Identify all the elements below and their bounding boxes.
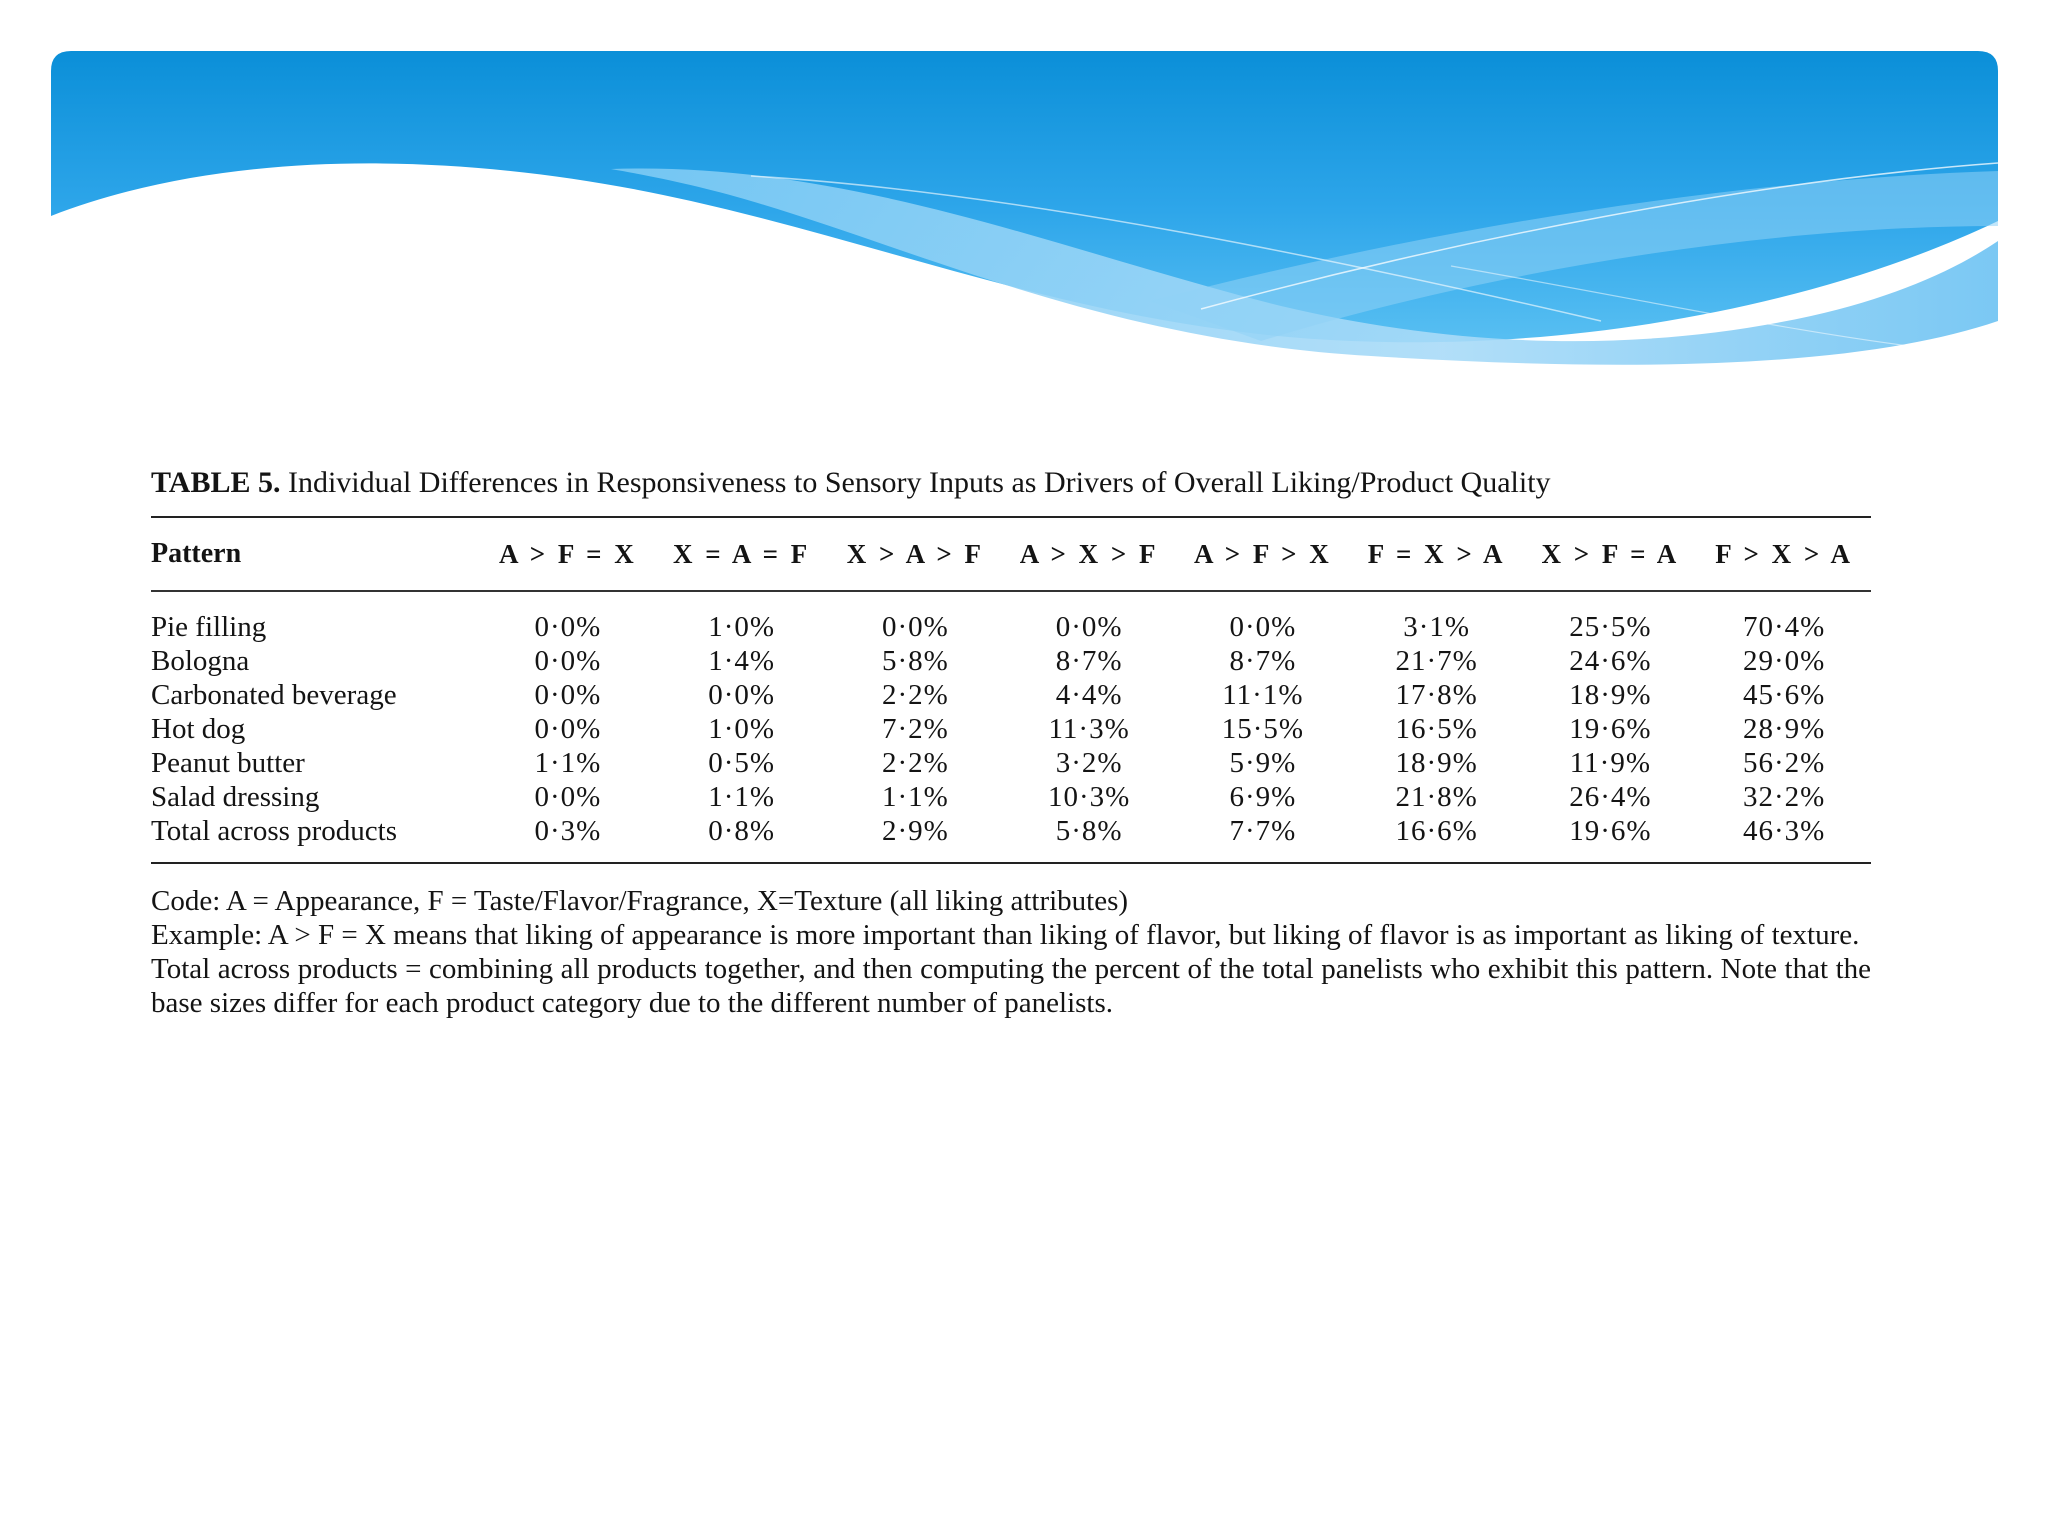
- row-label: Bologna: [151, 645, 250, 677]
- header-cell: F > X > A: [1715, 538, 1854, 569]
- table-cell: 0·0%: [1229, 611, 1297, 643]
- table-cell: 0·5%: [708, 747, 776, 779]
- row-label: Salad dressing: [151, 781, 320, 813]
- table-cell: 7·7%: [1229, 815, 1297, 847]
- table-cell: 4·4%: [1055, 679, 1123, 711]
- header-cell: X = A = F: [672, 538, 811, 569]
- table-caption: [151, 462, 1871, 504]
- header-cell: A > F > X: [1193, 538, 1332, 569]
- table-row: [151, 814, 1871, 862]
- row-label: Hot dog: [151, 713, 246, 745]
- table-cell: 16·5%: [1395, 713, 1478, 745]
- header-cell: A > F = X: [498, 538, 637, 569]
- table-cell: 6·9%: [1229, 781, 1297, 813]
- table-cell: 2·2%: [881, 679, 949, 711]
- table-cell: 1·0%: [708, 713, 776, 745]
- table-cell: 11·3%: [1048, 713, 1130, 745]
- header-cell: X > A > F: [846, 538, 985, 569]
- table-cell: 3·1%: [1403, 611, 1471, 643]
- table-cell: 56·2%: [1742, 747, 1826, 779]
- note-example: Example: A > F = X means that liking of appearance is more important than liking of flavor, but liking of flavor is as important as liking of texture.: [151, 919, 1860, 951]
- table-cell: 2·9%: [881, 815, 949, 847]
- table-cell: 0·0%: [534, 781, 602, 813]
- note-total: Total across products = combining all products together, and then computing the percent of the total panelists who exhibit this pattern. Note that the base sizes differ for each product category due to the different number of panelists.: [151, 953, 1871, 1019]
- table-cell: 32·2%: [1742, 781, 1826, 813]
- table-cell: 0·0%: [708, 679, 776, 711]
- table-cell: 5·9%: [1229, 747, 1297, 779]
- table-cell: 70·4%: [1742, 611, 1826, 643]
- table-cell: 19·6%: [1569, 713, 1652, 745]
- table-cell: 18·9%: [1395, 747, 1478, 779]
- table-cell: 5·8%: [1055, 815, 1123, 847]
- table-cell: 7·2%: [881, 713, 949, 745]
- table-cell: 46·3%: [1742, 815, 1826, 847]
- table-cell: 26·4%: [1569, 781, 1652, 813]
- table-cell: 0·0%: [534, 679, 602, 711]
- table-cell: 0·8%: [708, 815, 776, 847]
- table-cell: 1·1%: [534, 747, 602, 779]
- table-cell: 10·3%: [1047, 781, 1131, 813]
- table-row: [151, 644, 1871, 678]
- table-row: [151, 678, 1871, 712]
- table-cell: 19·6%: [1569, 815, 1652, 847]
- table-figure: [151, 462, 1871, 1020]
- table-row: [151, 746, 1871, 780]
- table-cell: 5·8%: [881, 645, 949, 677]
- table-cell: 0·0%: [534, 645, 602, 677]
- row-label: Peanut butter: [151, 747, 305, 779]
- table-cell: 1·1%: [708, 781, 776, 813]
- note-code: Code: A = Appearance, F = Taste/Flavor/Fragrance, X=Texture (all liking attributes): [151, 885, 1129, 917]
- table-cell: 1·4%: [708, 645, 776, 677]
- table-cell: 8·7%: [1229, 645, 1297, 677]
- table-cell: 17·8%: [1395, 679, 1478, 711]
- header-pattern: Pattern: [151, 538, 242, 569]
- table-row: [151, 712, 1871, 746]
- table-cell: 0·0%: [1055, 611, 1123, 643]
- caption-label: TABLE 5.: [151, 466, 281, 499]
- table-cell: 11·1%: [1222, 679, 1304, 711]
- table-cell: 28·9%: [1742, 713, 1826, 745]
- data-table: [151, 518, 1871, 862]
- header-row: [151, 518, 1871, 590]
- table-cell: 15·5%: [1221, 713, 1305, 745]
- table-cell: 8·7%: [1055, 645, 1123, 677]
- table-cell: 0·3%: [534, 815, 602, 847]
- table-bottom-rule: [151, 862, 1871, 864]
- table-cell: 2·2%: [881, 747, 949, 779]
- row-label: Carbonated beverage: [151, 679, 397, 711]
- header-cell: F = X > A: [1367, 538, 1506, 569]
- table-cell: 0·0%: [881, 611, 949, 643]
- table-cell: 11·9%: [1569, 747, 1651, 779]
- header-cell: X > F = A: [1541, 538, 1680, 569]
- table-cell: 0·0%: [534, 611, 602, 643]
- table-cell: 18·9%: [1569, 679, 1652, 711]
- table-cell: 29·0%: [1742, 645, 1826, 677]
- row-label: Total across products: [151, 815, 398, 847]
- table-cell: 21·7%: [1395, 645, 1478, 677]
- table-cell: 25·5%: [1569, 611, 1652, 643]
- table-cell: 24·6%: [1569, 645, 1652, 677]
- table-cell: 16·6%: [1395, 815, 1478, 847]
- table-cell: 0·0%: [534, 713, 602, 745]
- table-body: [151, 592, 1871, 862]
- caption-text: Individual Differences in Responsiveness to Sensory Inputs as Drivers of Overall Liking/Product Quality: [287, 466, 1551, 499]
- table-cell: 21·8%: [1395, 781, 1478, 813]
- header-cell: A > X > F: [1019, 538, 1159, 569]
- table-row: [151, 592, 1871, 644]
- table-row: [151, 780, 1871, 814]
- table-cell: 3·2%: [1055, 747, 1123, 779]
- table-notes: [151, 884, 1871, 1020]
- header-wave-banner: [51, 51, 1998, 371]
- table-cell: 1·1%: [881, 781, 949, 813]
- row-label: Pie filling: [151, 611, 267, 643]
- table-cell: 1·0%: [708, 611, 776, 643]
- table-cell: 45·6%: [1742, 679, 1826, 711]
